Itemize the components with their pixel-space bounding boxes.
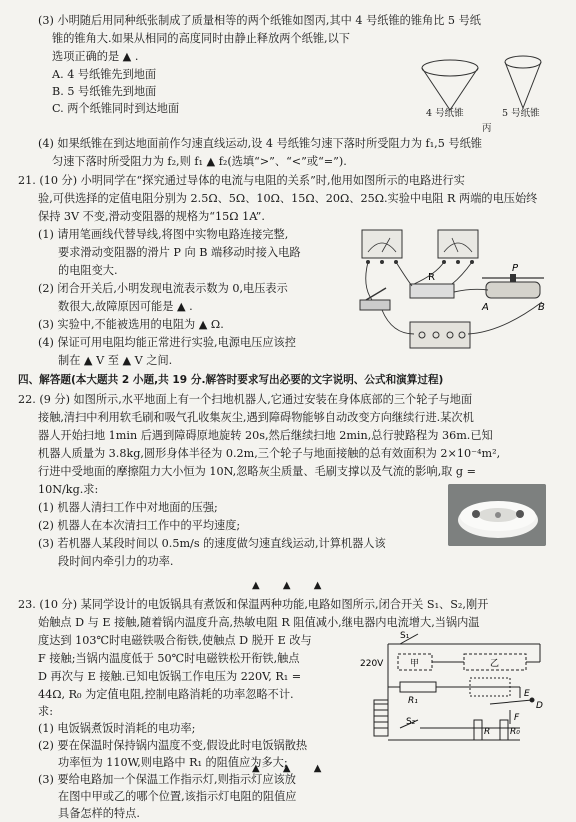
q21-circuit-figure xyxy=(352,226,552,354)
q20-p3-line3: 选项正确的是 ▲ . xyxy=(52,50,139,63)
q23-part3-line3: 具备怎样的特点. xyxy=(58,807,140,820)
q22-stem-line5: 行进中受地面的摩擦阻力大小恒为 10N,忽略灰尘质量、毛刷支撑以及气流的影响,取 g = xyxy=(38,465,477,478)
q23-stem-line1: 23. (10 分) 某同学设计的电饭锅具有煮饭和保温两种功能,电路如图所示,闭合开关 S₁、S₂,刚开 xyxy=(18,598,489,611)
cone-4-rim xyxy=(422,60,478,76)
q22-stem-line2: 接触,清扫中利用软毛刷和吸气孔收集灰尘,遇到障碍物能够自动改变方向继续行进.某次机 xyxy=(38,411,474,424)
figure-caption-bing: 丙 xyxy=(482,123,492,134)
q23-part1: (1) 电饭锅煮饭时消耗的电功率; xyxy=(38,722,196,735)
switch xyxy=(360,300,390,310)
q21-stem-line3: 保持 3V 不变,滑动变阻器的规格为“15Ω 1A”. xyxy=(38,210,265,223)
label-jia: 甲 xyxy=(410,659,420,669)
sweeping-robot-image xyxy=(448,484,546,546)
label-d: D xyxy=(536,701,543,711)
q21-part1-line3: 的电阻变大. xyxy=(58,264,118,277)
cone-5-label: 5 号纸锥 xyxy=(502,108,540,119)
q23-stem-line3: 度达到 103℃时电磁铁吸合衔铁,使触点 D 脱开 E 改与 xyxy=(38,634,312,647)
q20-p3-line2: 锥的锥角大.如果从相同的高度同时由静止释放两个纸锥,以下 xyxy=(52,32,350,45)
q23-part2-line1: (2) 要在保温时保持锅内温度不变,假设此时电饭锅散热 xyxy=(38,739,308,752)
q20-p4-line1: (4) 如果纸锥在到达地面前作匀速直线运动,设 4 号纸锥匀速下落时所受阻力为 f₁,5 号纸锥 xyxy=(38,137,482,150)
label-r1: R₁ xyxy=(408,696,418,706)
q20-p4-line2: 匀速下落时所受阻力为 f₂,则 f₁ ▲ f₂(选填“>”、“<”或“=”). xyxy=(52,155,347,168)
label-yi: 乙 xyxy=(490,659,500,669)
q20-option-a: A. 4 号纸锥先到地面 xyxy=(52,68,157,81)
q21-part4-line2: 制在 ▲ V 至 ▲ V 之间. xyxy=(58,354,173,367)
cone-4-body xyxy=(422,68,478,110)
resistor-r0 xyxy=(500,720,508,740)
label-r: R xyxy=(484,727,491,737)
q22-part3-line2: 段时间内牵引力的功率. xyxy=(58,555,174,568)
q22-stem-line1: 22. (9 分) 如图所示,水平地面上有一个扫地机器人,它通过安装在身体底部的三个轮子与地面 xyxy=(18,393,473,406)
q23-part2-line2: 功率恒为 110W,则电路中 R₁ 的阻值应为多大; xyxy=(58,756,288,769)
q20-p3-line1: (3) 小明随后用同种纸张制成了质量相等的两个纸锥如图丙,其中 4 号纸锥的锥角比 5 号纸 xyxy=(38,14,481,27)
label-s1: S₁ xyxy=(400,631,410,641)
label-b: B xyxy=(538,302,545,313)
label-s2: S₂ xyxy=(406,717,416,727)
cone-4-label: 4 号纸锥 xyxy=(426,108,464,119)
label-p: P xyxy=(512,263,519,274)
q23-stem-line4: F 接触;当锅内温度低于 50℃时电磁铁松开衔铁,触点 xyxy=(38,652,300,665)
q20-option-b: B. 5 号纸锥先到地面 xyxy=(52,85,157,98)
rheostat xyxy=(486,282,540,298)
q22-part3-line1: (3) 若机器人某段时间以 0.5m/s 的速度做匀速直线运动,计算机器人该 xyxy=(38,537,386,550)
q22-part1: (1) 机器人清扫工作中对地面的压强; xyxy=(38,501,218,514)
q23-stem-line5: D 再次与 E 接触.已知电饭锅工作电压为 220V, R₁ = xyxy=(38,670,302,683)
q21-part1-line2: 要求滑动变阻器的滑片 P 向 B 端移动时接入电路 xyxy=(58,246,301,259)
q23-part3-line2: 在图中甲或乙的哪个位置,该指示灯电阻的阻值应 xyxy=(58,790,297,803)
cone-5-body xyxy=(505,62,541,108)
divider-triangles-1: ▲ ▲ ▲ xyxy=(252,580,332,591)
cone-5-rim xyxy=(505,56,541,68)
q23-stem-line6: 44Ω, R₀ 为定值电阻,控制电路消耗的功率忽略不计. xyxy=(38,688,294,701)
divider-triangles-2: ▲ ▲ ▲ xyxy=(252,763,332,774)
q23-circuit-figure xyxy=(360,628,556,752)
label-e: E xyxy=(524,689,530,699)
thermistor-r xyxy=(474,720,482,740)
q21-part4-line1: (4) 保证可用电阻均能正常进行实验,电源电压应该控 xyxy=(38,336,296,349)
resistor-r xyxy=(410,284,454,298)
q21-part1-line1: (1) 请用笔画线代替导线,将图中实物电路连接完整, xyxy=(38,228,289,241)
q22-stem-line3: 器人开始扫地 1min 后遇到障碍原地旋转 20s,然后继续扫地 2min,总行驶路程为 36m.已知 xyxy=(38,429,493,442)
q21-stem-line1: 21. (10 分) 小明同学在“探究通过导体的电流与电阻的关系”时,他用如图所示的电路进行实 xyxy=(18,174,465,187)
robot-photo xyxy=(448,484,546,546)
label-f: F xyxy=(514,713,520,723)
section-4-header: 四、解答题(本大题共 2 小题,共 19 分.解答时要求写出必要的文字说明、公式和演算过程) xyxy=(18,374,444,386)
q23-stem-line7: 求: xyxy=(38,705,53,718)
q20-option-c: C. 两个纸锥同时到达地面 xyxy=(52,102,180,115)
q22-stem-line4: 机器人质量为 3.8kg,圆形身体半径为 0.2m,三个轮子与地面接触的总有效面积为 2×10⁻⁴m², xyxy=(38,447,501,460)
q21-part2-line2: 数很大,故障原因可能是 ▲ . xyxy=(58,300,193,313)
label-a: A xyxy=(482,302,489,313)
voltmeter xyxy=(438,230,478,258)
label-r0: R₀ xyxy=(510,727,520,737)
q21-part3: (3) 实验中,不能被选用的电阻为 ▲ Ω. xyxy=(38,318,224,331)
q23-stem-line2: 始触点 D 与 E 接触,随着锅内温度升高,热敏电阻 R 阻值减小,继电器内电流增大,当锅内温 xyxy=(38,616,480,629)
label-220v: 220V xyxy=(360,659,384,669)
q22-stem-line6: 10N/kg.求: xyxy=(38,483,99,496)
q21-stem-line2: 验,可供选择的定值电阻分别为 2.5Ω、5Ω、10Ω、15Ω、20Ω、25Ω.实验中电阻 R 两端的电压始终 xyxy=(38,192,538,205)
q21-part2-line1: (2) 闭合开关后,小明发现电流表示数为 0,电压表示 xyxy=(38,282,288,295)
resistor-r1 xyxy=(400,682,436,692)
ammeter xyxy=(362,230,402,258)
label-r: R xyxy=(428,272,435,283)
q22-part2: (2) 机器人在本次清扫工作中的平均速度; xyxy=(38,519,241,532)
q23-part3-line1: (3) 要给电路加一个保温工作指示灯,则指示灯应该放 xyxy=(38,773,296,786)
